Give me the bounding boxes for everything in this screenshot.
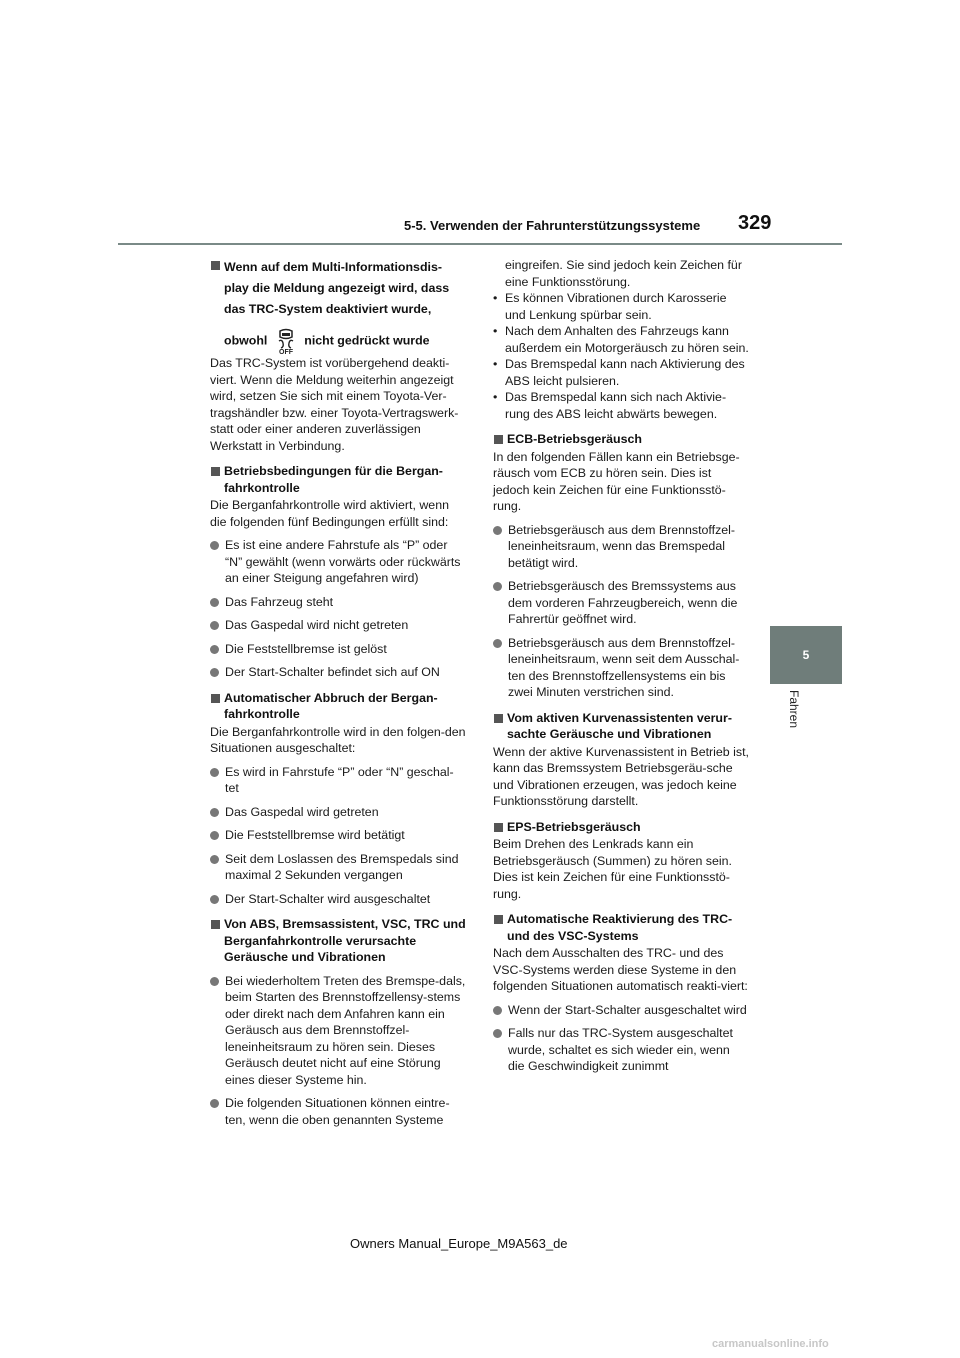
list-item: Bei wiederholtem Treten des Bremspe-dals, beim Starten des Brennstoffzellensy-stems oder direkt nach dem Anfahren kann ein Geräusch aus dem Brennstoffzel-leneinheitsraum zu hören sein. Dieses Geräusch deutet nicht auf eine Störung eines dieser Systeme hin. [210, 973, 466, 1089]
paragraph: Die Berganfahrkontrolle wird aktiviert, wenn die folgenden fünf Bedingungen erfüllt sind: [210, 498, 449, 529]
square-bullet-icon [211, 261, 220, 270]
heading-eps-noise: EPS-Betriebsgeräusch [493, 819, 749, 836]
circle-bullet-icon [493, 1006, 502, 1015]
section-title: 5-5. Verwenden der Fahrunterstützungssysteme [404, 218, 701, 233]
paragraph: Das TRC-System ist vorübergehend deakti-viert. Wenn die Meldung weiterhin angezeigt wird, setzen Sie sich mit einem Toyota-Ver-tragshändler bzw. einer Toyota-Vertragswerk-statt oder einer anderen zuverlässigen Werkstatt in Verbindung. [210, 356, 459, 453]
circle-bullet-icon [210, 831, 219, 840]
heading-hill-start-cancel: Automatischer Abbruch der Bergan-fahrkontrolle [210, 690, 466, 723]
square-bullet-icon [494, 915, 503, 924]
page-number: 329 [738, 212, 772, 234]
chapter-number: 5 [802, 648, 810, 662]
list-item: Betriebsgeräusch des Bremssystems aus dem vorderen Fahrzeugbereich, wenn die Fahrertür geöffnet wird. [493, 578, 749, 628]
circle-bullet-icon [210, 621, 219, 630]
watermark[interactable]: carmanualsonline.info [712, 1338, 829, 1350]
list-item: Seit dem Loslassen des Bremspedals sind maximal 2 Sekunden vergangen [210, 851, 466, 884]
circle-bullet-icon [210, 1099, 219, 1108]
list-item: Es wird in Fahrstufe “P” oder “N” geschal-tet [210, 764, 466, 797]
list-item: Betriebsgeräusch aus dem Brennstoffzel-leneinheitsraum, wenn das Bremspedal betätigt wird. [493, 522, 749, 572]
heading-noises-vibrations: Von ABS, Bremsassistent, VSC, TRC und Berganfahrkontrolle verursachte Geräusche und Vibrationen [210, 916, 466, 966]
dash-item: • Es können Vibrationen durch Karosserie und Lenkung spürbar sein. [493, 291, 727, 322]
dash-item: • Das Bremspedal kann sich nach Aktivie-rung des ABS leicht abwärts bewegen. [493, 390, 727, 421]
square-bullet-icon [211, 920, 220, 929]
paragraph: Nach dem Ausschalten des TRC- und des VSC-Systems werden diese Systeme in den folgenden Situationen automatisch reakti-viert: [493, 946, 748, 993]
list-item: Das Gaspedal wird nicht getreten [210, 617, 466, 634]
heading-line: Wenn auf dem Multi-Informationsdis- [224, 260, 442, 274]
list-item: Es ist eine andere Fahrstufe als “P” oder “N” gewählt (wenn vorwärts oder rückwärts an einer Steigung angefahren wird) [210, 537, 466, 587]
chapter-label: Fahren [787, 690, 801, 729]
heading-cornering-assist: Vom aktiven Kurvenassistenten verur-sachte Geräusche und Vibrationen [493, 710, 749, 743]
circle-bullet-icon [210, 808, 219, 817]
left-column [210, 257, 466, 1128]
heading-trc-message [210, 257, 466, 354]
circle-bullet-icon [493, 1029, 502, 1038]
circle-bullet-icon [493, 526, 502, 535]
list-item: Die Feststellbremse ist gelöst [210, 641, 466, 658]
circle-bullet-icon [210, 895, 219, 904]
circle-bullet-icon [493, 639, 502, 648]
heading-line: das TRC-System deaktiviert wurde, [224, 302, 432, 316]
circle-bullet-icon [210, 977, 219, 986]
dash-item: • Das Bremspedal kann nach Aktivierung des ABS leicht pulsieren. [493, 357, 745, 388]
header-divider [118, 243, 842, 245]
paragraph: Wenn der aktive Kurvenassistent in Betrieb ist, kann das Bremssystem Betriebsgeräu-sche und Vibrationen erzeugen, was jedoch keine Funktionsstörung darstellt. [493, 744, 749, 808]
list-item: Der Start-Schalter wird ausgeschaltet [210, 891, 466, 908]
square-bullet-icon [211, 694, 220, 703]
svg-text:OFF: OFF [278, 349, 293, 354]
dash-item: • Nach dem Anhalten des Fahrzeugs kann außerdem ein Motorgeräusch zu hören sein. [493, 324, 749, 355]
square-bullet-icon [494, 435, 503, 444]
circle-bullet-icon [210, 855, 219, 864]
list-item: Die Feststellbremse wird betätigt [210, 827, 466, 844]
circle-bullet-icon [210, 598, 219, 607]
paragraph: In den folgenden Fällen kann ein Betriebsge-räusch vom ECB zu hören sein. Dies ist jedoch kein Zeichen für eine Funktionsstö-rung. [493, 449, 740, 513]
square-bullet-icon [211, 467, 220, 476]
list-item: Das Gaspedal wird getreten [210, 804, 466, 821]
heading-line: obwohl [224, 333, 268, 348]
circle-bullet-icon [210, 768, 219, 777]
vsc-off-icon [275, 328, 297, 354]
list-item: Die folgenden Situationen können eintre-ten, wenn die oben genannten Systeme [210, 1095, 466, 1128]
paragraph: Die Berganfahrkontrolle wird in den folgen-den Situationen ausgeschaltet: [210, 724, 466, 755]
paragraph: eingreifen. Sie sind jedoch kein Zeichen für eine Funktionsstörung. [505, 258, 742, 289]
square-bullet-icon [494, 714, 503, 723]
list-item: Wenn der Start-Schalter ausgeschaltet wird [493, 1002, 749, 1019]
circle-bullet-icon [210, 541, 219, 550]
chapter-tab[interactable] [770, 626, 842, 684]
square-bullet-icon [494, 823, 503, 832]
right-column [493, 257, 749, 1075]
list-item: Das Fahrzeug steht [210, 594, 466, 611]
circle-bullet-icon [210, 668, 219, 677]
list-item: Betriebsgeräusch aus dem Brennstoffzel-leneinheitsraum, wenn seit dem Ausschal-ten des Brennstoffzellensystems ein bis zwei Minuten verstrichen sind. [493, 635, 749, 701]
paragraph: Beim Drehen des Lenkrads kann ein Betriebsgeräusch (Summen) zu hören sein. Dies ist kein Zeichen für eine Funktionsstö-rung. [493, 837, 732, 901]
heading-line: play die Meldung angezeigt wird, dass [224, 281, 450, 295]
heading-ecb-noise: ECB-Betriebsgeräusch [493, 431, 749, 448]
list-item: Falls nur das TRC-System ausgeschaltet wurde, schaltet es sich wieder ein, wenn die Geschwindigkeit zunimmt [493, 1025, 749, 1075]
circle-bullet-icon [210, 645, 219, 654]
list-item: Der Start-Schalter befindet sich auf ON [210, 664, 466, 681]
footer-document-id: Owners Manual_Europe_M9A563_de [350, 1236, 568, 1251]
heading-auto-reactivation: Automatische Reaktivierung des TRC- und des VSC-Systems [493, 911, 749, 944]
heading-line: nicht gedrückt wurde [304, 333, 430, 348]
circle-bullet-icon [493, 582, 502, 591]
heading-hill-start-conditions: Betriebsbedingungen für die Bergan-fahrkontrolle [210, 463, 466, 496]
